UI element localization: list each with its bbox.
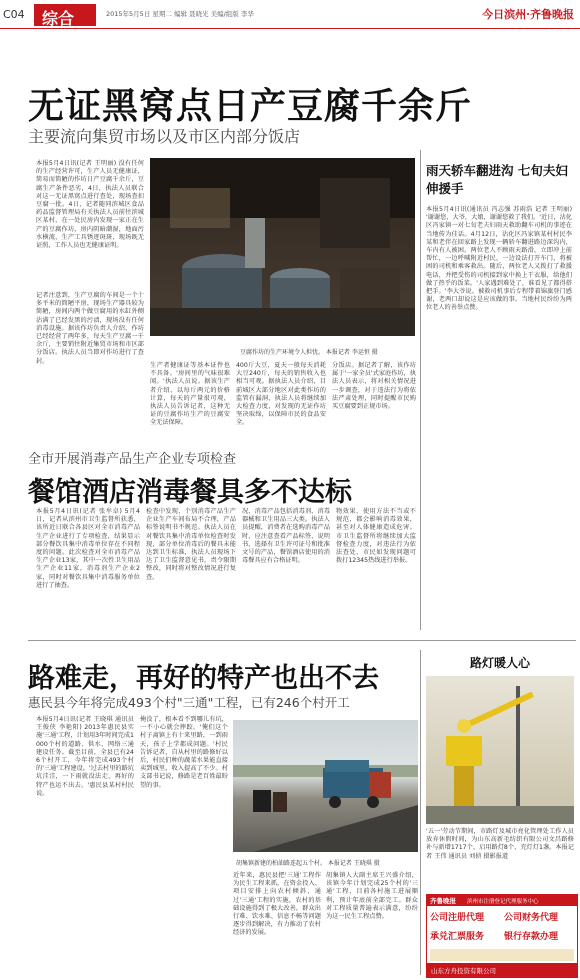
ad-cell-2: 公司财务代理 (504, 913, 559, 923)
dateline: 2015年5月5日 星期二 编辑 聂晓光 美编/组版 李华 (106, 10, 254, 18)
story1-column-1: 本报5月4日讯(记者 王明丽) 没有任何的生产经营许可，生产人员无健康证，简易而简陋的作坊日产豆腐千余斤，豆腐生产条件恶劣，4日，执法人员联合对这一无证黑窝点进行查处，现场查扣豆腐一批。4日，记者随同滨城区食品药品监督管理局有关执法人员前往滨城区某村，在一处民房内发现一家正在生产的豆腐作坊，房内阴暗潮湿，地面污水横流，生产工具锈迹斑斑，现场既无证照，工作人员也无健康证明。 (36, 160, 144, 250)
story2-column-4: 物效果，使用方法不当或不规范，都会影响消毒效果，甚至对人体健康造成危害。市卫生监督所将继续加大监督检查力度，对违法行为依法查处，市民如发现问题可拨打12345热线进行举报。 (336, 508, 416, 565)
page-header (0, 0, 580, 30)
ad-block (426, 894, 578, 978)
section-divider (28, 640, 576, 641)
road-construction-image (233, 720, 418, 852)
story1-column-3: 生产者健康证等基本证件也不具备。'房间里的气味很难闻。'执法人员说。据该生产者介绍，以每斤两元的价格计算，每天的产量很可观，执法人员告诉记者，这种无证的豆腐作坊生产的豆腐安全无法保障。 (150, 362, 230, 427)
story2-column-1: 本报5月4日讯(记者 张牟卓) 5月4日，记者从滨州市卫生监督所获悉，该所近日联合各县区对全市消毒产品生产企业进行了专项检查，结果显示部分餐饮具集中消毒单位存在不同程度的问题。此次检查对全市消毒产品生产企业13家，其中一次性卫生用品生产企业11家，消毒剂生产企业2家，同时对餐饮具集中消毒服务单位进行了抽查。 (36, 508, 140, 589)
story1-subtitle: 主要流向集贸市场以及市区内部分饭店 (28, 127, 301, 146)
story2-column-3: 况，消毒产品包括消毒剂、消毒器械和卫生用品三大类。执法人员提醒，消费者在选购消毒产品时，应注意查看产品标签、说明书，选择有卫生许可证号和批准文号的产品，餐馆酒店使用的消毒餐具应有合格证明。 (242, 508, 330, 565)
ad-service: 滨州市注册登记代理服务中心 (467, 899, 539, 905)
sidebar1-divider (420, 150, 421, 630)
story1-photo-caption: 豆腐作坊的生产环境令人担忧。 本报记者 李运恒 摄 (240, 349, 378, 356)
story3-title: 路难走，再好的特产也出不去 (28, 663, 379, 694)
streetlight-repair-image (426, 676, 574, 824)
story1-photo (150, 158, 415, 336)
sidebar2-title: 路灯暖人心 (470, 656, 531, 670)
sidebar2-divider (420, 650, 421, 975)
page-number: C04 (3, 8, 25, 21)
ad-tag: 齐鲁晚报 (430, 897, 456, 905)
ad-footer-text: 山东方舟投资有限公司 (431, 967, 496, 975)
sidebar1-title-text: 雨天轿车翻进沟 七旬夫妇伸援手 (426, 163, 568, 196)
ad-header (427, 895, 577, 906)
ad-footer (427, 963, 577, 977)
sidebar2-photo (426, 676, 574, 824)
story3-column-4: 胡集镇人大副主席王兴盛介绍，该镇今年计划完成25个村的'三通'工程，目前各村施工进展顺利，预计年底前全部完工。群众对工程质量普遍表示满意，纷纷为这一民生工程点赞。 (326, 872, 418, 921)
story2-kicker: 全市开展消毒产品生产企业专项检查 (28, 452, 237, 467)
ad-cell-4: 银行存款办理 (504, 932, 559, 942)
ad-cell-3: 承兑汇票服务 (430, 932, 485, 942)
brand-logo: 今日滨州·齐鲁晚报 (482, 8, 574, 21)
ad-cell-1: 公司注册代理 (430, 913, 485, 923)
story3-column-1: 本报5月4日讯(记者 王晓琪 通讯员 王俊侠 李艳阳) 2013年惠民县实施'三通'工程，计划用3年时间完成1000个村的道路、供水、网络三通建设任务。截至目前，全县已有246个村开工，今年将完成493个村的'三通'工程建设。'过去村里的路坑坑洼洼，一下雨就没法走，再好的特产也运不出去。'惠民县某村村民说。 (36, 716, 134, 797)
section-badge (34, 4, 96, 26)
story3-column-3: 近年来，惠民县把'三通'工程作为民生工程来抓，在资金投入、项目安排上向农村倾斜，通过'三通'工程的实施，农村的基础设施得到了极大改善，群众出行难、饮水难、信息不畅等问题逐步得到解决，有力推动了农村经济的发展。 (233, 872, 321, 937)
sidebar1-title (426, 162, 576, 198)
section-label: 综合 (42, 9, 75, 28)
ad-contact-bar (430, 949, 574, 961)
sidebar1-body: 本报5月4日讯(通讯员 冯志强 苏雨浩 记者 王明丽) '谢谢您，大爷，大娘，谢谢您救了我们。'近日，沾化区冯家镇一对七旬老夫妇雨天救助翻车司机的事迹在当地传为佳话。4月12日，沾化区冯家镇某村村民李某和老伴在回家路上发现一辆轿车翻进路边深沟内，车内有人被困。两位老人不顾雨天路滑，立即冲上前帮忙，一边呼喊附近村民，一边设法打开车门，将被困的司机和乘客救出。随后，两位老人又拨打了救援电话，并把受伤的司机接到家中换上干衣服，给他们做了热乎的饭菜。'人家遇到难处了，谁看见了都得搭把手。'李大爷说。被救司机事后专程带着锦旗登门感谢，老两口却说这是应该做的事。当地村民纷纷为两位老人的善举点赞。 (426, 206, 572, 312)
story3-photo-caption: 胡集镇新建的柏油路连起五个村。 本报记者 王晓琪 摄 (236, 860, 380, 867)
story1-column-5: 分饭店。据记者了解，该作坊属于'一家全员'式家庭作坊，执法人员表示，将对相关情况进一步调查，对于违法行为将依法严肃处理，同时提醒市民购买豆腐要到正规市场。 (332, 362, 416, 411)
story2-title: 餐馆酒店消毒餐具多不达标 (28, 477, 352, 508)
story2-column-2: 检查中发现，个别消毒产品生产企业生产车间布局不合理，产品标签说明书不规范。执法人员在对餐饮具集中消毒单位检查时发现，部分单位消毒后的餐具未能达到卫生标准，执法人员现场下达了卫生监督意见书，责令限期整改，同时将对整改情况进行复查。 (146, 508, 236, 581)
sidebar2-caption: '五一'劳动节期间，市路灯及城市亮化管理处工作人员放弃休假时间，为山东高新毛纺织有限公司文昌路修补与新增1717个、启用路灯8个、充灯灯1盏。本报记者 王伟 通讯员 刘侦 摄影报道 (426, 828, 574, 860)
story1-title: 无证黑窝点日产豆腐千余斤 (28, 86, 473, 127)
story3-column-2: 掩没了，根本看不到哪儿有坑，一不小心就会摔跤。'俺们这个村子离镇上有十来里路，一到雨天，孩子上学都成问题。'村民告诉记者，自从村里的路修好以后，村民们种的蔬菜水果能直接卖到城里，收入提高了不少。村支部书记说，修路是老百姓最盼望的事。 (140, 716, 228, 789)
header-rule (0, 28, 580, 29)
story3-photo (233, 720, 418, 852)
story1-column-2: 记者注意到，生产豆腐的车间是一个十多平米的简陋平房，现场生产器具较为简陋，房间内两个做豆腐用的水缸外侧沾满了已经发黑的污渍，现场没有任何消毒设施。据该作坊负责人介绍，作坊已经经营了两年多，每天生产豆腐一千余斤，主要销往附近集贸市场和市区部分饭店。执法人员当即对作坊进行了查封。 (36, 292, 144, 365)
story3-subtitle: 惠民县今年将完成493个村"三通"工程，已有246个村开工 (28, 695, 350, 710)
tofu-workshop-image (150, 158, 415, 336)
story1-column-4: 400斤大豆，夏天一般每天消耗大豆240斤，每天的销售收入也相当可观。据执法人员介绍，目前城区大部分地区对此类作坊的监管有漏洞，执法人员将继续加大检查力度，对发现的无证作坊坚决取缔，以保障市民的食品安全。 (236, 362, 326, 427)
